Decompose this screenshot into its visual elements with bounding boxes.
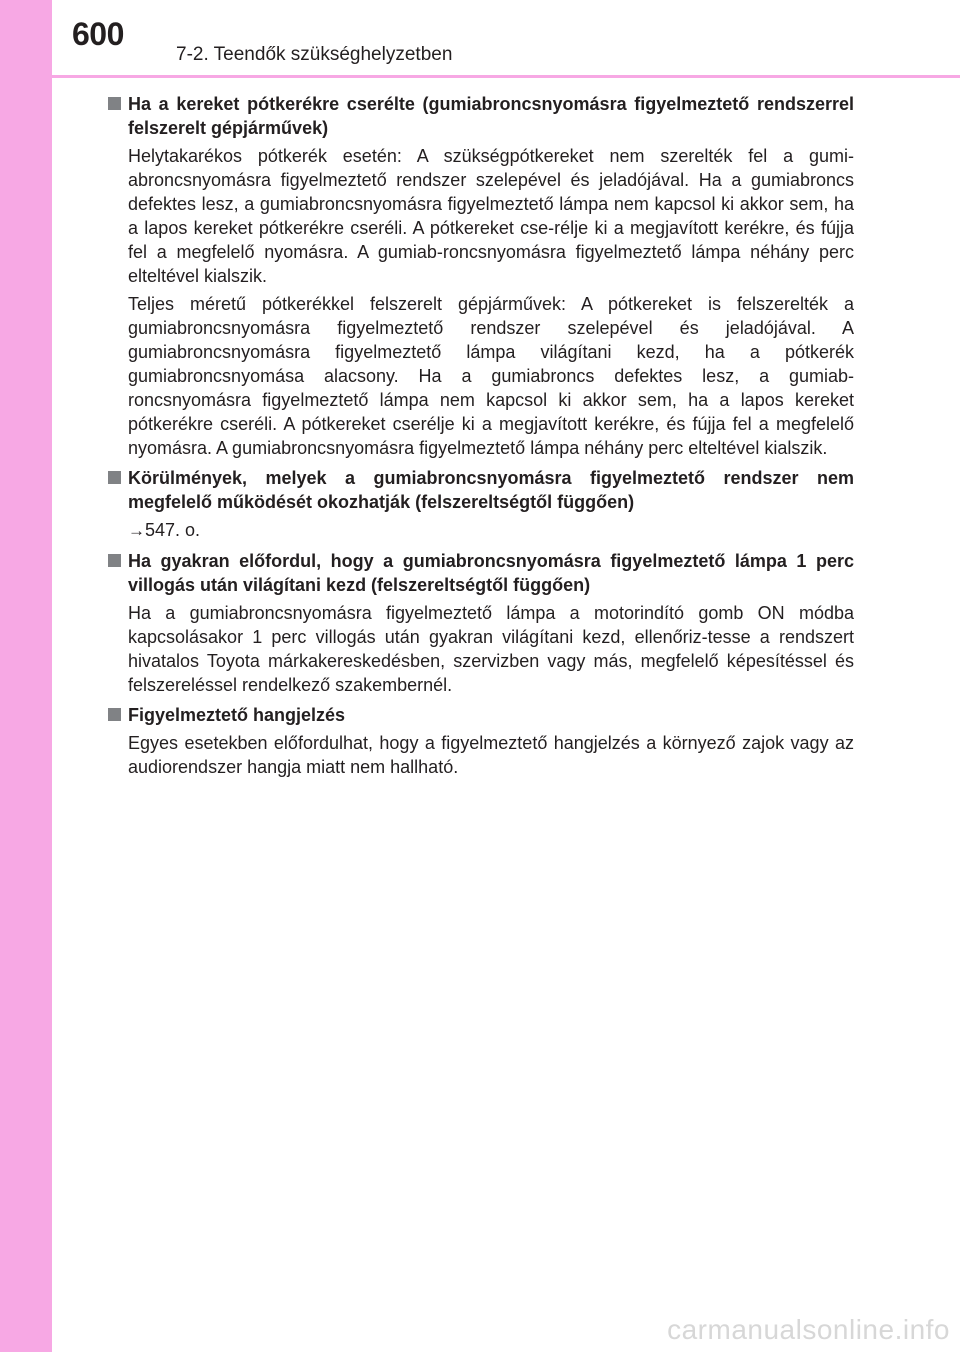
- section-heading-text: Körülmények, melyek a gumiabroncsnyomásra figyelmeztető rendszer nem megfelelő működését okozhatják (felszereltségtől függően): [128, 468, 854, 512]
- square-bullet-icon: [108, 471, 121, 484]
- watermark: carmanualsonline.info: [667, 1314, 950, 1345]
- section-spare-wheel: [106, 92, 854, 460]
- square-bullet-icon: [108, 708, 121, 721]
- section-heading-text: Ha a kereket pótkerékre cserélte (gumiabroncsnyomásra figyelmeztető rendszerrel felszerelt gépjárművek): [128, 94, 854, 138]
- section-heading: [106, 92, 854, 140]
- section-heading-text: Figyelmeztető hangjelzés: [128, 705, 346, 725]
- page-reference-text: 547. o.: [145, 520, 201, 540]
- paragraph: Teljes méretű pótkerékkel felszerelt gépjárművek: A pótkereket is felszerelték a gumiabroncsnyomásra figyelmeztető rendszer szelepével és jeladójával. A gumiabroncsnyomásra figyelmeztető lámpa világítani kezd, ha a pótkerék gumiabroncsnyomása alacsony. Ha a gumiabroncs defektes lesz, a gumiab-roncsnyomásra figyelmeztető lámpa nem kapcsol ki akkor sem, ha a lapos kereket pótkerékre cseréli. A pótkereket cserélje ki a megjavított kerékre, és fújja fel a megfelelő nyomásra. A gumiabroncsnyomásra figyelmeztető lámpa néhány perc elteltével kialszik.: [128, 294, 854, 458]
- section-heading: [106, 549, 854, 597]
- section-heading: [106, 466, 854, 514]
- section-flashing-lamp: [106, 549, 854, 697]
- paragraph: Helytakarékos pótkerék esetén: A szükségpótkereket nem szerelték fel a gumi-abroncsnyomásra figyelmeztető rendszer szelepével és jeladójával. Ha a gumiabroncs defektes lesz, a gumiabroncsnyomásra figyelmeztető lámpa nem kapcsol ki akkor sem, ha a lapos kereket pótkerékre cseréli. A pótkereket cse-rélje ki a megjavított kerékre, és fújja fel a megfelelő nyomásra. A gumiab-roncsnyomásra figyelmeztető lámpa néhány perc elteltével kialszik.: [128, 146, 854, 286]
- paragraph: Egyes esetekben előfordulhat, hogy a figyelmeztető hangjelzés a környező zajok vagy az audiorendszer hangja miatt nem hallható.: [128, 733, 854, 777]
- section-heading: [106, 703, 854, 727]
- header-rule: [52, 75, 960, 78]
- page-reference[interactable]: [128, 518, 854, 543]
- section-conditions: [106, 466, 854, 543]
- paragraph: Ha a gumiabroncsnyomásra figyelmeztető lámpa a motorindító gomb ON módba kapcsolásakor 1 perc villogás után gyakran világítani kezd, ellenőriz-tesse a rendszert hivatalos Toyota márkakereskedésben, szervizben vagy más, megfelelő képesítéssel és felszereléssel rendelkező szakembernél.: [128, 603, 854, 695]
- arrow-right-icon: →: [128, 521, 145, 540]
- side-color-strip: [0, 0, 52, 1352]
- square-bullet-icon: [108, 97, 121, 110]
- section-heading-text: Ha gyakran előfordul, hogy a gumiabroncsnyomásra figyelmeztető lámpa 1 perc villogás után világítani kezd (felszereltségtől függően): [128, 551, 854, 595]
- page-content: [106, 92, 854, 785]
- square-bullet-icon: [108, 554, 121, 567]
- section-title: 7-2. Teendők szükséghelyzetben: [176, 44, 453, 65]
- section-warning-buzzer: [106, 703, 854, 779]
- page-number: 600: [72, 16, 124, 52]
